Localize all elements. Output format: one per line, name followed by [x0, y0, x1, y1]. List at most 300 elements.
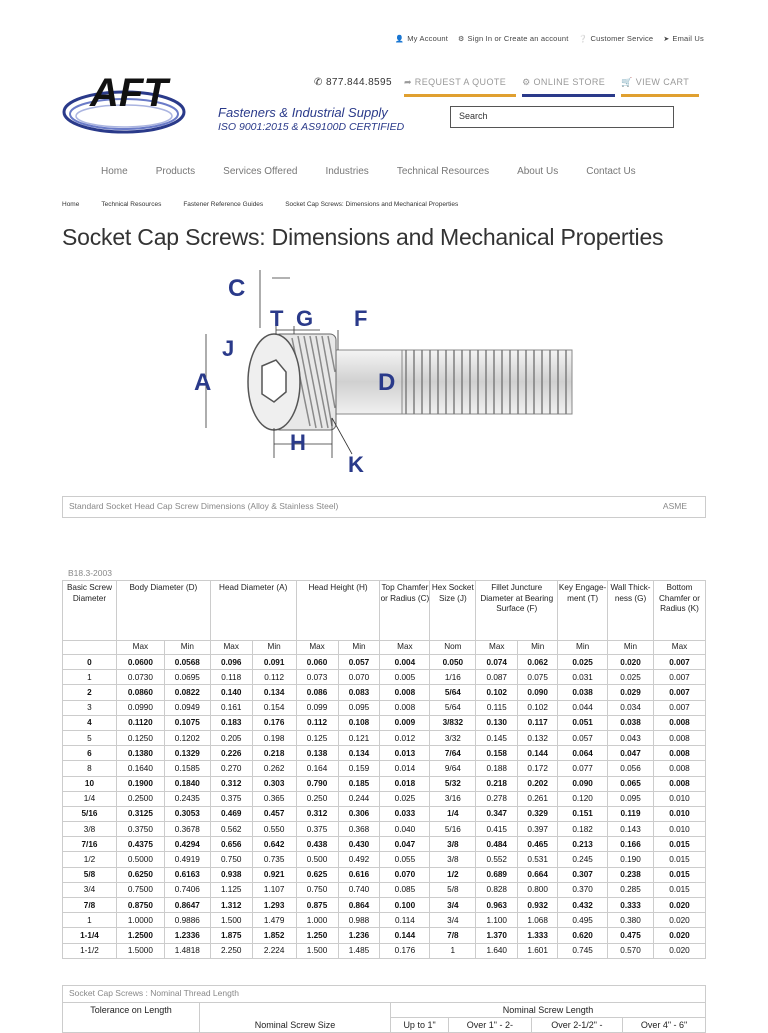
table-cell: 0.306	[338, 806, 380, 821]
table-cell: 0.040	[380, 822, 430, 837]
table-cell: 1.293	[252, 898, 296, 913]
subheader-cell: Nom	[430, 641, 476, 655]
table-cell: 0.552	[476, 852, 518, 867]
table-cell: 0.864	[338, 898, 380, 913]
table-cell: 0.432	[558, 898, 608, 913]
main-nav	[101, 166, 664, 177]
subheader-cell: Max	[380, 641, 430, 655]
table-cell: 1.500	[296, 943, 338, 958]
table-cell: 3/832	[430, 715, 476, 730]
table-cell: 0.3125	[116, 806, 164, 821]
table-cell: 0.047	[608, 746, 654, 761]
table-cell: 0.270	[210, 761, 252, 776]
table-cell: 0.102	[518, 700, 558, 715]
table-cell: 0.121	[338, 730, 380, 745]
table-cell: 0.800	[518, 882, 558, 897]
table-cell: 0.102	[476, 685, 518, 700]
header-hex-socket: Hex Socket Size (J)	[430, 581, 476, 641]
table-cell: 0.3750	[116, 822, 164, 837]
table-cell: 0.656	[210, 837, 252, 852]
table-cell: 0.185	[338, 776, 380, 791]
table-cell: 0.005	[380, 670, 430, 685]
logo-text: AFT	[90, 71, 168, 115]
table-cell: 0.083	[338, 685, 380, 700]
table-row	[63, 761, 706, 776]
table-cell: 0.065	[608, 776, 654, 791]
table-cell: 0.202	[518, 776, 558, 791]
cart-icon: 🛒	[621, 77, 636, 87]
subheader-cell: Min	[338, 641, 380, 655]
table-cell: 0.7500	[116, 882, 164, 897]
search-input[interactable]: Search	[450, 106, 674, 128]
table-cell: 0.025	[380, 791, 430, 806]
table-cell: 0.1250	[116, 730, 164, 745]
table-cell: 0.018	[380, 776, 430, 791]
label-a: A	[194, 369, 212, 396]
table-cell: 1.250	[296, 928, 338, 943]
table-cell: 0.062	[518, 655, 558, 670]
table-cell: 3/32	[430, 730, 476, 745]
table-cell: 1/16	[430, 670, 476, 685]
table-cell: 1.068	[518, 913, 558, 928]
table-cell: 0.057	[558, 730, 608, 745]
nav-about[interactable]: About Us	[517, 166, 559, 177]
table-cell: 0.380	[608, 913, 654, 928]
table-row	[63, 715, 706, 730]
section-header-thread-length	[62, 985, 706, 1003]
table-cell: 0.484	[476, 837, 518, 852]
table-cell: 0.0600	[116, 655, 164, 670]
length-col-1: Up to 1"	[391, 1018, 449, 1033]
table-cell: 0.143	[608, 822, 654, 837]
table-cell: 0.932	[518, 898, 558, 913]
phone-number: 877.844.8595	[325, 77, 392, 88]
table-cell: 0.096	[210, 655, 252, 670]
table-cell: 0.370	[558, 882, 608, 897]
screw-size-cell: 10	[63, 776, 117, 791]
table-cell: 0.090	[558, 776, 608, 791]
table-row	[63, 928, 706, 943]
label-j: J	[222, 336, 235, 361]
table-cell: 1.333	[518, 928, 558, 943]
subheader-cell: Min	[252, 641, 296, 655]
tagline-line-1: Fasteners & Industrial Supply	[218, 105, 388, 120]
table-cell: 0.205	[210, 730, 252, 745]
table-cell: 0.166	[608, 837, 654, 852]
table-cell: 0.134	[252, 685, 296, 700]
table-cell: 0.161	[210, 700, 252, 715]
phone-link[interactable]	[314, 77, 398, 97]
screw-size-cell: 1/2	[63, 852, 117, 867]
table-cell: 0.0695	[164, 670, 210, 685]
view-cart-label: VIEW CART	[635, 77, 690, 87]
table-cell: 0.0568	[164, 655, 210, 670]
table-cell: 0.303	[252, 776, 296, 791]
table-cell: 0.226	[210, 746, 252, 761]
table-cell: 0.020	[653, 943, 705, 958]
table-cell: 0.329	[518, 806, 558, 821]
online-store-button[interactable]	[522, 77, 615, 97]
nav-technical-resources[interactable]: Technical Resources	[396, 166, 490, 177]
table-cell: 0.060	[296, 655, 338, 670]
screw-size-cell: 1/4	[63, 791, 117, 806]
table-cell: 0.0860	[116, 685, 164, 700]
table-cell: 0.7406	[164, 882, 210, 897]
table-cell: 0.086	[296, 685, 338, 700]
table-cell: 0.013	[380, 746, 430, 761]
screw-size-cell: 5/8	[63, 867, 117, 882]
table-cell: 0.029	[608, 685, 654, 700]
phone-icon: ✆	[314, 77, 326, 88]
table-cell: 5/32	[430, 776, 476, 791]
table-cell: 0.4294	[164, 837, 210, 852]
table-cell: 0.070	[380, 867, 430, 882]
table-cell: 1.370	[476, 928, 518, 943]
table-cell: 1.000	[296, 913, 338, 928]
gear-icon: ⚙	[522, 77, 534, 87]
nav-home[interactable]: Home	[101, 166, 128, 177]
table-cell: 1.2336	[164, 928, 210, 943]
table-cell: 0.020	[608, 655, 654, 670]
table-cell: 0.245	[558, 852, 608, 867]
table-cell: 0.500	[296, 852, 338, 867]
table-row	[63, 943, 706, 958]
table-cell: 0.038	[608, 715, 654, 730]
table-cell: 0.159	[338, 761, 380, 776]
table-cell: 0.095	[338, 700, 380, 715]
screw-size-cell: 1	[63, 670, 117, 685]
table-row	[63, 791, 706, 806]
table-cell: 0.218	[252, 746, 296, 761]
help-icon: ❔	[578, 36, 588, 43]
nav-contact[interactable]: Contact Us	[586, 166, 636, 177]
table-cell: 0.570	[608, 943, 654, 958]
email-us-label: Email Us	[672, 34, 704, 43]
table-cell: 0.625	[296, 867, 338, 882]
table-cell: 0.938	[210, 867, 252, 882]
page-title: Socket Cap Screws: Dimensions and Mechanical Properties	[62, 224, 664, 250]
table-cell: 0.475	[608, 928, 654, 943]
standard-label: B18.3-2003	[68, 568, 112, 578]
table-cell: 1.5000	[116, 943, 164, 958]
table-cell: 0.0949	[164, 700, 210, 715]
user-icon: 👤	[395, 36, 405, 43]
table-cell: 0.172	[518, 761, 558, 776]
nominal-size-header: Nominal Screw Size	[200, 1003, 391, 1033]
table-cell: 0.176	[252, 715, 296, 730]
table-cell: 1/2	[430, 867, 476, 882]
aft-logo[interactable]	[62, 70, 242, 136]
sign-in-label: Sign In or Create an account	[467, 34, 569, 43]
table-cell: 0.312	[210, 776, 252, 791]
table-cell: 0.007	[653, 655, 705, 670]
share-icon: ➦	[403, 77, 415, 87]
table-cell: 3/4	[430, 913, 476, 928]
table-cell: 0.012	[380, 730, 430, 745]
table-cell: 0.114	[380, 913, 430, 928]
table-cell: 0.550	[252, 822, 296, 837]
table-cell: 0.347	[476, 806, 518, 821]
table-cell: 0.457	[252, 806, 296, 821]
table-cell: 0.119	[608, 806, 654, 821]
screw-size-cell: 3/4	[63, 882, 117, 897]
table-cell: 0.750	[210, 852, 252, 867]
table-cell: 0.007	[653, 685, 705, 700]
screw-size-cell: 1-1/4	[63, 928, 117, 943]
label-d: D	[378, 369, 396, 396]
table-cell: 0.038	[558, 685, 608, 700]
table-cell: 0.140	[210, 685, 252, 700]
table-cell: 0.415	[476, 822, 518, 837]
nav-industries[interactable]: Industries	[325, 166, 369, 177]
screw-size-cell: 6	[63, 746, 117, 761]
screw-head	[248, 334, 336, 430]
table-row	[63, 746, 706, 761]
header-wall-thickness: Wall Thick-ness (G)	[608, 581, 654, 641]
table-row	[63, 806, 706, 821]
breadcrumb-home[interactable]: Home	[62, 201, 80, 208]
table-cell: 0.144	[380, 928, 430, 943]
screw-size-cell: 0	[63, 655, 117, 670]
table-cell: 0.015	[653, 837, 705, 852]
table-cell: 0.125	[296, 730, 338, 745]
table-cell: 0.198	[252, 730, 296, 745]
table-cell: 0.007	[653, 700, 705, 715]
table-cell: 0.014	[380, 761, 430, 776]
table-cell: 0.064	[558, 746, 608, 761]
request-quote-button[interactable]	[404, 77, 516, 97]
table-cell: 0.057	[338, 655, 380, 670]
table-cell: 0.050	[430, 655, 476, 670]
header-fillet-juncture: Fillet Juncture Diameter at Bearing Surface (F)	[476, 581, 558, 641]
table-cell: 0.074	[476, 655, 518, 670]
table-cell: 1.479	[252, 913, 296, 928]
subheader-cell: Min	[608, 641, 654, 655]
table-cell: 3/8	[430, 852, 476, 867]
table-cell: 0.132	[518, 730, 558, 745]
table-cell: 0.010	[653, 791, 705, 806]
label-t: T	[270, 306, 284, 331]
table-cell: 0.6250	[116, 867, 164, 882]
table-row	[63, 730, 706, 745]
table-cell: 0.664	[518, 867, 558, 882]
table-row	[63, 913, 706, 928]
table-row	[63, 852, 706, 867]
table-row	[63, 837, 706, 852]
email-us-link[interactable]	[663, 34, 704, 43]
table-cell: 0.6163	[164, 867, 210, 882]
utility-bar	[395, 34, 704, 43]
table-cell: 0.115	[476, 700, 518, 715]
table-cell: 0.735	[252, 852, 296, 867]
online-store-label: ONLINE STORE	[533, 77, 606, 87]
screw-size-cell: 1	[63, 913, 117, 928]
table-cell: 1.2500	[116, 928, 164, 943]
header-head-height: Head Height (H)	[296, 581, 380, 641]
table-cell: 0.073	[296, 670, 338, 685]
header-basic-diameter: Basic Screw Diameter	[63, 581, 117, 641]
table-cell: 0.2435	[164, 791, 210, 806]
table-cell: 0.183	[210, 715, 252, 730]
label-h: H	[290, 430, 306, 455]
table-cell: 0.077	[558, 761, 608, 776]
table-cell: 1.601	[518, 943, 558, 958]
table-cell: 5/64	[430, 685, 476, 700]
section-standard-label: ASME	[662, 501, 687, 511]
table-cell: 1.236	[338, 928, 380, 943]
table-cell: 1.485	[338, 943, 380, 958]
view-cart-button[interactable]	[621, 77, 699, 97]
table-cell: 0.988	[338, 913, 380, 928]
subheader-cell: Min	[518, 641, 558, 655]
breadcrumb	[62, 201, 458, 208]
table-cell: 0.244	[338, 791, 380, 806]
subheader-cell: Min	[558, 641, 608, 655]
table-cell: 0.008	[653, 730, 705, 745]
table-cell: 0.0822	[164, 685, 210, 700]
table-cell: 0.043	[608, 730, 654, 745]
table-cell: 0.438	[296, 837, 338, 852]
label-g: G	[296, 306, 314, 331]
table-cell: 0.531	[518, 852, 558, 867]
table-cell: 1.107	[252, 882, 296, 897]
table-cell: 0.145	[476, 730, 518, 745]
table-cell: 3/8	[430, 837, 476, 852]
table-cell: 1.125	[210, 882, 252, 897]
table-cell: 0.213	[558, 837, 608, 852]
table-row	[63, 882, 706, 897]
table-row	[63, 670, 706, 685]
subheader-cell: Min	[164, 641, 210, 655]
length-col-4: Over 4" - 6"	[623, 1018, 706, 1033]
table-cell: 0.238	[608, 867, 654, 882]
table-cell: 0.020	[653, 898, 705, 913]
table-cell: 0.117	[518, 715, 558, 730]
table-cell: 0.138	[296, 746, 338, 761]
header-top-chamfer: Top Chamfer or Radius (C)	[380, 581, 430, 641]
table-cell: 0.070	[338, 670, 380, 685]
breadcrumb-reference-guides[interactable]: Fastener Reference Guides	[183, 201, 264, 208]
customer-service-label: Customer Service	[590, 34, 654, 43]
dimensions-table	[62, 580, 706, 959]
section-header-dimensions	[62, 496, 706, 518]
breadcrumb-technical-resources[interactable]: Technical Resources	[101, 201, 162, 208]
table-cell: 0.144	[518, 746, 558, 761]
table-cell: 0.015	[653, 867, 705, 882]
section-title: Standard Socket Head Cap Screw Dimensions (Alloy & Stainless Steel)	[69, 501, 339, 511]
table-cell: 0.375	[210, 791, 252, 806]
table-cell: 0.3678	[164, 822, 210, 837]
section2-title: Socket Cap Screws : Nominal Thread Length	[69, 988, 239, 998]
table-cell: 0.1202	[164, 730, 210, 745]
gear-icon: ⚙	[458, 36, 465, 43]
screw-size-cell: 5	[63, 730, 117, 745]
table-row	[63, 867, 706, 882]
screw-size-cell: 7/8	[63, 898, 117, 913]
sign-in-link[interactable]	[458, 34, 569, 43]
screw-size-cell: 3/8	[63, 822, 117, 837]
my-account-link[interactable]	[395, 34, 448, 43]
table-cell: 0.020	[653, 928, 705, 943]
table-cell: 0.492	[338, 852, 380, 867]
table-cell: 0.278	[476, 791, 518, 806]
tagline	[218, 105, 404, 133]
screw-size-cell: 5/16	[63, 806, 117, 821]
screw-size-cell: 1-1/2	[63, 943, 117, 958]
table-cell: 0.0730	[116, 670, 164, 685]
table-cell: 0.031	[558, 670, 608, 685]
subheader-cell	[63, 641, 117, 655]
send-icon: ➤	[663, 36, 670, 43]
header-key-engagement: Key Engage-ment (T)	[558, 581, 608, 641]
customer-service-link[interactable]	[579, 34, 654, 43]
label-f: F	[354, 306, 368, 331]
header-bottom-chamfer: Bottom Chamfer or Radius (K)	[653, 581, 705, 641]
table-cell: 0.010	[653, 822, 705, 837]
breadcrumb-current: Socket Cap Screws: Dimensions and Mechanical Properties	[285, 201, 459, 208]
table-row	[63, 776, 706, 791]
table-row	[63, 822, 706, 837]
table-cell: 1/4	[430, 806, 476, 821]
table-cell: 0.4375	[116, 837, 164, 852]
table-cell: 0.130	[476, 715, 518, 730]
request-quote-label: REQUEST A QUOTE	[414, 77, 507, 87]
table-cell: 1.852	[252, 928, 296, 943]
table-cell: 7/64	[430, 746, 476, 761]
nominal-length-header: Nominal Screw Length	[391, 1003, 706, 1018]
table-cell: 0.750	[296, 882, 338, 897]
screw-size-cell: 4	[63, 715, 117, 730]
table-row	[63, 898, 706, 913]
length-col-3: Over 2-1/2" -	[531, 1018, 622, 1033]
table-row	[63, 700, 706, 715]
table-cell: 0.4919	[164, 852, 210, 867]
table-cell: 0.1900	[116, 776, 164, 791]
table-cell: 5/8	[430, 882, 476, 897]
subheader-cell: Max	[210, 641, 252, 655]
table-cell: 0.108	[338, 715, 380, 730]
table-cell: 0.008	[653, 746, 705, 761]
screw-size-cell: 2	[63, 685, 117, 700]
tolerance-header: Tolerance on Length	[63, 1003, 200, 1033]
table-cell: 0.250	[296, 791, 338, 806]
thread-length-table	[62, 1002, 706, 1033]
table-cell: 0.020	[653, 913, 705, 928]
table-cell: 1.312	[210, 898, 252, 913]
nav-products[interactable]: Products	[155, 166, 196, 177]
table-cell: 0.134	[338, 746, 380, 761]
table-cell: 0.015	[653, 852, 705, 867]
table-cell: 0.333	[608, 898, 654, 913]
table-cell: 0.365	[252, 791, 296, 806]
nav-services[interactable]: Services Offered	[223, 166, 298, 177]
table-cell: 2.224	[252, 943, 296, 958]
table-cell: 0.025	[608, 670, 654, 685]
table-cell: 1.100	[476, 913, 518, 928]
table-cell: 5/16	[430, 822, 476, 837]
table-cell: 0.616	[338, 867, 380, 882]
table-cell: 0.099	[296, 700, 338, 715]
table-cell: 1.0000	[116, 913, 164, 928]
table-row	[63, 685, 706, 700]
subheader-cell: Max	[116, 641, 164, 655]
table-cell: 0.8647	[164, 898, 210, 913]
header-body-diameter: Body Diameter (D)	[116, 581, 210, 641]
table-cell: 0.085	[380, 882, 430, 897]
table-cell: 0.1075	[164, 715, 210, 730]
table-cell: 0.469	[210, 806, 252, 821]
table-cell: 0.033	[380, 806, 430, 821]
